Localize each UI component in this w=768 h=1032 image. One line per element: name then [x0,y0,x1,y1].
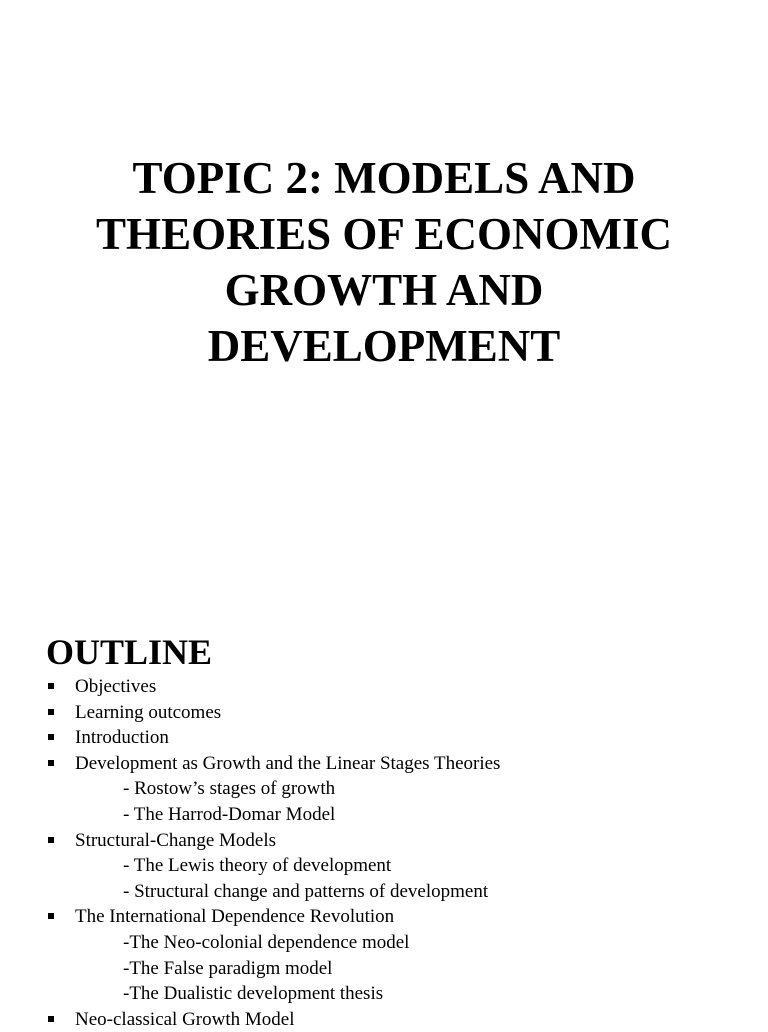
outline-subitem: -The Neo-colonial dependence model [123,931,410,953]
outline-subitem: -The False paradigm model [123,957,333,979]
outline-item [46,828,746,905]
title-line: GROWTH AND [224,265,544,315]
outline-item-label: The International Dependence Revolution [75,906,395,928]
square-bullet-icon [48,760,54,766]
outline-subitem: - The Harrod-Domar Model [123,803,336,825]
title-line: DEVELOPMENT [207,321,561,371]
square-bullet-icon [48,837,54,843]
title-line: THEORIES OF ECONOMIC [96,209,672,259]
outline-item-label: Learning outcomes [75,701,222,723]
square-bullet-icon [48,709,54,715]
outline-list [46,674,746,1032]
outline-item-label: Development as Growth and the Linear Stages Theories [75,752,501,774]
outline-item [46,725,746,751]
outline-item [46,700,746,726]
square-bullet-icon [48,734,54,740]
square-bullet-icon [48,1016,54,1022]
outline-heading: OUTLINE [46,632,213,672]
outline-item-label: Structural-Change Models [75,829,277,851]
outline-item [46,904,746,1006]
outline-item [46,674,746,700]
outline-item [46,751,746,828]
square-bullet-icon [48,683,54,689]
outline-item-label: Introduction [75,727,169,749]
page-title [0,150,768,374]
title-line: TOPIC 2: MODELS AND [132,153,636,203]
outline-section [46,630,746,1032]
outline-subitem: - The Lewis theory of development [123,855,392,877]
outline-item [46,1007,746,1032]
outline-item-label: Objectives [75,676,157,697]
outline-subitem: -The Dualistic development thesis [123,983,384,1005]
square-bullet-icon [48,913,54,919]
outline-item-label: Neo-classical Growth Model [75,1008,295,1030]
outline-subitem: - Rostow’s stages of growth [123,778,336,800]
outline-subitem: - Structural change and patterns of development [123,880,489,902]
